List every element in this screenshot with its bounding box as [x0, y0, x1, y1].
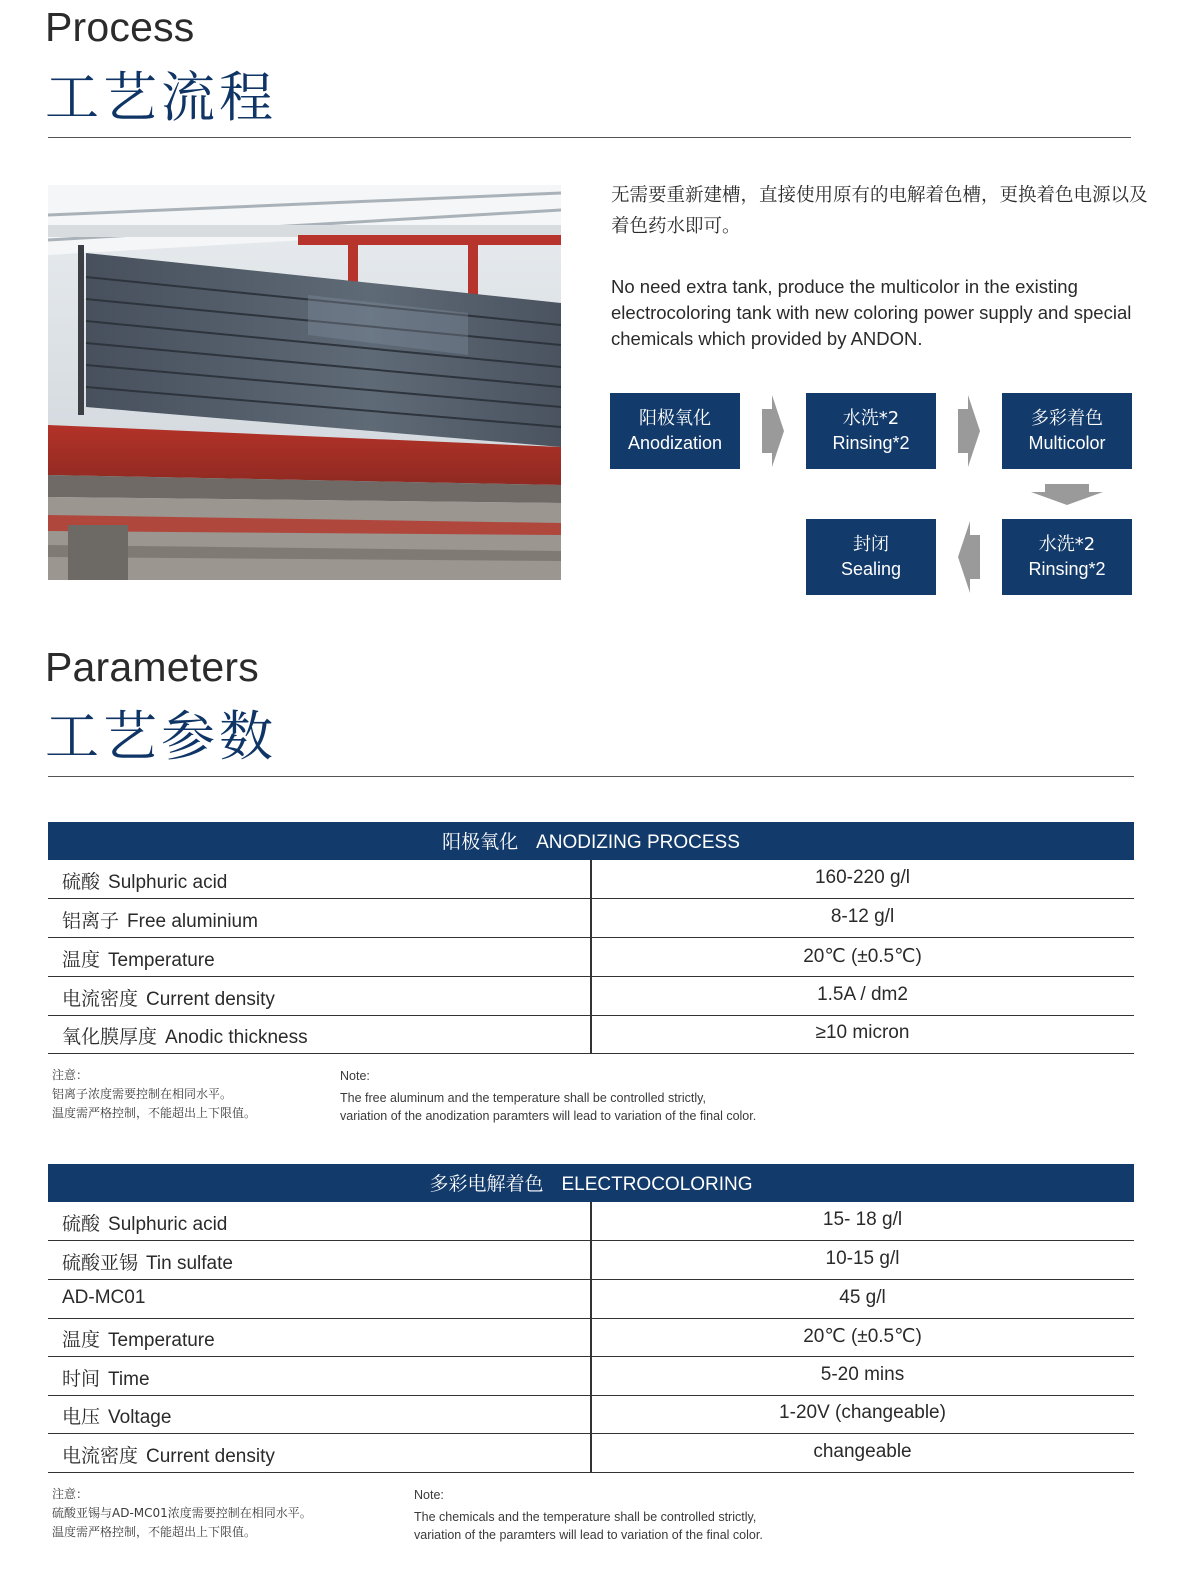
- param-value: 20℃ (±0.5℃): [803, 1326, 922, 1347]
- param-name-en: Sulphuric acid: [108, 872, 228, 893]
- table-row: [48, 1434, 1134, 1473]
- anodizing-header-en: ANODIZING PROCESS: [536, 832, 740, 853]
- table-row: [48, 1202, 1134, 1241]
- note-label-cn: 注意：: [52, 1487, 89, 1501]
- param-name-cn: 温度: [62, 949, 101, 971]
- param-name-en: Temperature: [108, 950, 215, 971]
- param-name-en: Voltage: [108, 1407, 172, 1428]
- process-divider: [48, 137, 1131, 138]
- step-sealing: [806, 519, 936, 595]
- note-label-en: Note:: [414, 1488, 444, 1502]
- step-rinsing-2: [1002, 519, 1132, 595]
- intro-text-cn: 无需要重新建槽，直接使用原有的电解着色槽，更换着色电源以及着色药水即可。: [611, 185, 1148, 237]
- anodizing-line-photo: [48, 185, 561, 580]
- param-name-en: Anodic thickness: [165, 1027, 308, 1048]
- step-label-cn: 多彩着色: [1031, 408, 1103, 429]
- note-line-cn: 硫酸亚锡与AD-MC01浓度需要控制在相同水平。: [52, 1506, 312, 1520]
- param-name-en: AD-MC01: [62, 1287, 146, 1308]
- parameters-divider: [48, 776, 1134, 777]
- param-value: 1.5A / dm2: [817, 984, 908, 1005]
- process-title-en: Process: [45, 4, 195, 50]
- param-name-en: Time: [108, 1369, 150, 1390]
- param-name-cn: 温度: [62, 1329, 101, 1351]
- step-label-cn: 阳极氧化: [639, 408, 711, 429]
- note-line-en: The chemicals and the temperature shall be controlled strictly,: [414, 1510, 757, 1524]
- note-label-en: Note:: [340, 1069, 370, 1083]
- table-row: [48, 1318, 1134, 1357]
- arrow-right-icon: [956, 395, 982, 467]
- electrocoloring-header-en: ELECTROCOLORING: [561, 1174, 753, 1195]
- step-label-cn: 封闭: [853, 534, 889, 555]
- parameters-title-en: Parameters: [45, 644, 259, 690]
- param-name-en: Temperature: [108, 1330, 215, 1351]
- param-name-cn: 时间: [62, 1368, 101, 1390]
- step-label-en: Anodization: [627, 433, 723, 453]
- param-name-cn: 电压: [62, 1406, 101, 1428]
- note-label-cn: 注意：: [52, 1068, 89, 1082]
- param-value: 1-20V (changeable): [779, 1402, 946, 1423]
- process-title-cn: 工艺流程: [45, 66, 277, 129]
- table-row: [48, 860, 1134, 899]
- step-label-en: Rinsing*2: [832, 433, 910, 453]
- param-name-en: Tin sulfate: [146, 1253, 233, 1274]
- param-name-cn: 铝离子: [62, 910, 120, 932]
- table-row: [48, 1395, 1134, 1434]
- param-name-en: Free aluminium: [127, 911, 258, 932]
- anodizing-note-cn: [52, 1066, 256, 1123]
- table-row: [48, 1241, 1134, 1280]
- arrow-left-icon: [956, 521, 982, 593]
- param-value: 5-20 mins: [820, 1364, 905, 1385]
- note-line-cn: 温度需严格控制，不能超出上下限值。: [52, 1106, 257, 1120]
- param-value: 20℃ (±0.5℃): [803, 946, 922, 967]
- param-name-cn: 硫酸: [62, 1213, 101, 1235]
- table-row: [48, 1015, 1134, 1054]
- table-row: [48, 1357, 1134, 1396]
- step-label-cn: 水洗*2: [1038, 534, 1096, 555]
- param-value: 8-12 g/l: [830, 906, 895, 927]
- param-value: changeable: [813, 1441, 912, 1462]
- param-value: 15- 18 g/l: [822, 1209, 903, 1230]
- param-name-cn: 硫酸亚锡: [62, 1252, 139, 1274]
- step-multicolor: [1002, 393, 1132, 469]
- table-row: [48, 1280, 1134, 1319]
- step-label-en: Sealing: [840, 559, 902, 579]
- step-rinsing-1: [806, 393, 936, 469]
- table-row: [48, 938, 1134, 977]
- param-value: 45 g/l: [839, 1287, 886, 1308]
- param-name-en: Current density: [146, 989, 275, 1010]
- param-name-en: Current density: [146, 1446, 275, 1467]
- param-value: 10-15 g/l: [825, 1248, 900, 1269]
- electrocoloring-note-en: [414, 1486, 763, 1544]
- param-name-en: Sulphuric acid: [108, 1214, 228, 1235]
- table-row: [48, 899, 1134, 938]
- arrow-right-icon: [760, 395, 786, 467]
- param-name-cn: 硫酸: [62, 871, 101, 893]
- note-line-en: variation of the anodization paramters will lead to variation of the final color.: [340, 1109, 757, 1123]
- step-label-cn: 水洗*2: [842, 408, 900, 429]
- note-line-cn: 温度需严格控制，不能超出上下限值。: [52, 1525, 257, 1539]
- param-name-cn: 氧化膜厚度: [62, 1026, 158, 1048]
- step-label-en: Multicolor: [1028, 433, 1106, 453]
- param-value: ≥10 micron: [815, 1022, 910, 1043]
- param-name-cn: 电流密度: [62, 1445, 139, 1467]
- note-line-en: variation of the paramters will lead to variation of the final color.: [414, 1528, 763, 1542]
- step-label-en: Rinsing*2: [1028, 559, 1106, 579]
- anodizing-note-en: [340, 1067, 756, 1125]
- note-line-cn: 铝离子浓度需要控制在相同水平。: [52, 1087, 233, 1101]
- note-line-en: The free aluminum and the temperature shall be controlled strictly,: [340, 1091, 706, 1105]
- intro-text-en: No need extra tank, produce the multicolor in the existing electrocoloring tank with new coloring power supply and special chemicals which provided by ANDON.: [611, 276, 1132, 349]
- parameters-title-cn: 工艺参数: [45, 705, 277, 768]
- param-value: 160-220 g/l: [814, 867, 911, 888]
- arrow-down-icon: [1031, 482, 1103, 506]
- electrocoloring-note-cn: [52, 1485, 312, 1542]
- anodizing-table-header: [48, 822, 1134, 860]
- table-row: [48, 977, 1134, 1016]
- electrocoloring-table-header: [48, 1164, 1134, 1202]
- anodizing-header-cn: 阳极氧化: [442, 831, 519, 853]
- param-name-cn: 电流密度: [62, 988, 139, 1010]
- electrocoloring-header-cn: 多彩电解着色: [429, 1173, 544, 1195]
- step-anodization: [610, 393, 740, 469]
